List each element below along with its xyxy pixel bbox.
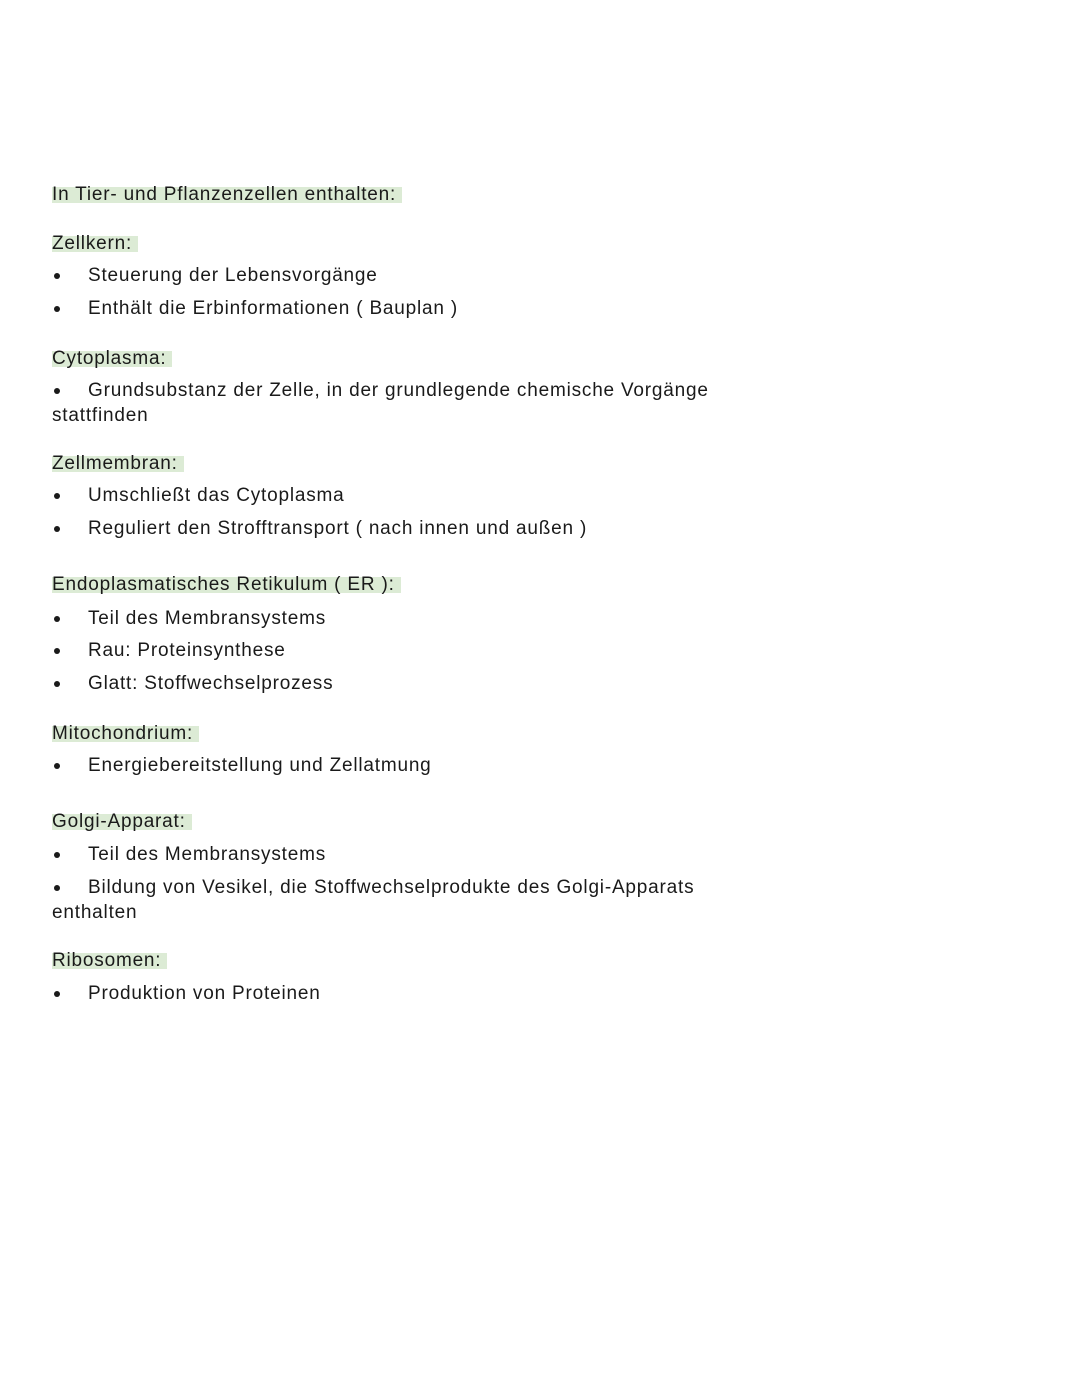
list-item: Steuerung der Lebensvorgänge — [52, 264, 378, 288]
bullet-icon — [52, 264, 88, 288]
list-item: Umschließt das Cytoplasma — [52, 484, 345, 508]
list-item: Teil des Membransystems — [52, 843, 326, 867]
section-heading-zellmembran: Zellmembran: — [52, 452, 184, 476]
section-heading-zellkern: Zellkern: — [52, 232, 138, 256]
section-heading-mitochondrium: Mitochondrium: — [52, 722, 199, 746]
bullet-icon — [52, 843, 88, 867]
page-title: In Tier- und Pflanzenzellen enthalten: — [52, 183, 402, 207]
bullet-icon — [52, 639, 88, 663]
bullet-icon — [52, 517, 88, 541]
section-heading-ribosomen: Ribosomen: — [52, 949, 167, 973]
bullet-icon — [52, 379, 88, 403]
list-item-continuation: stattfinden — [52, 405, 149, 426]
section-heading-cytoplasma: Cytoplasma: — [52, 347, 172, 371]
list-item-continuation: enthalten — [52, 902, 138, 923]
bullet-icon — [52, 754, 88, 778]
bullet-icon — [52, 982, 88, 1006]
bullet-icon — [52, 607, 88, 631]
list-item: Bildung von Vesikel, die Stoffwechselprodukte des Golgi-Apparats — [52, 876, 694, 900]
list-item: Produktion von Proteinen — [52, 982, 321, 1006]
list-item: Enthält die Erbinformationen ( Bauplan ) — [52, 297, 458, 321]
list-item: Energiebereitstellung und Zellatmung — [52, 754, 432, 778]
section-heading-golgi: Golgi-Apparat: — [52, 810, 192, 834]
section-heading-er: Endoplasmatisches Retikulum ( ER ): — [52, 573, 401, 597]
list-item: Reguliert den Strofftransport ( nach innen und außen ) — [52, 517, 587, 541]
list-item: Glatt: Stoffwechselprozess — [52, 672, 333, 696]
bullet-icon — [52, 297, 88, 321]
list-item: Rau: Proteinsynthese — [52, 639, 286, 663]
bullet-icon — [52, 876, 88, 900]
list-item: Grundsubstanz der Zelle, in der grundlegende chemische Vorgänge — [52, 379, 709, 403]
bullet-icon — [52, 484, 88, 508]
bullet-icon — [52, 672, 88, 696]
list-item: Teil des Membransystems — [52, 607, 326, 631]
